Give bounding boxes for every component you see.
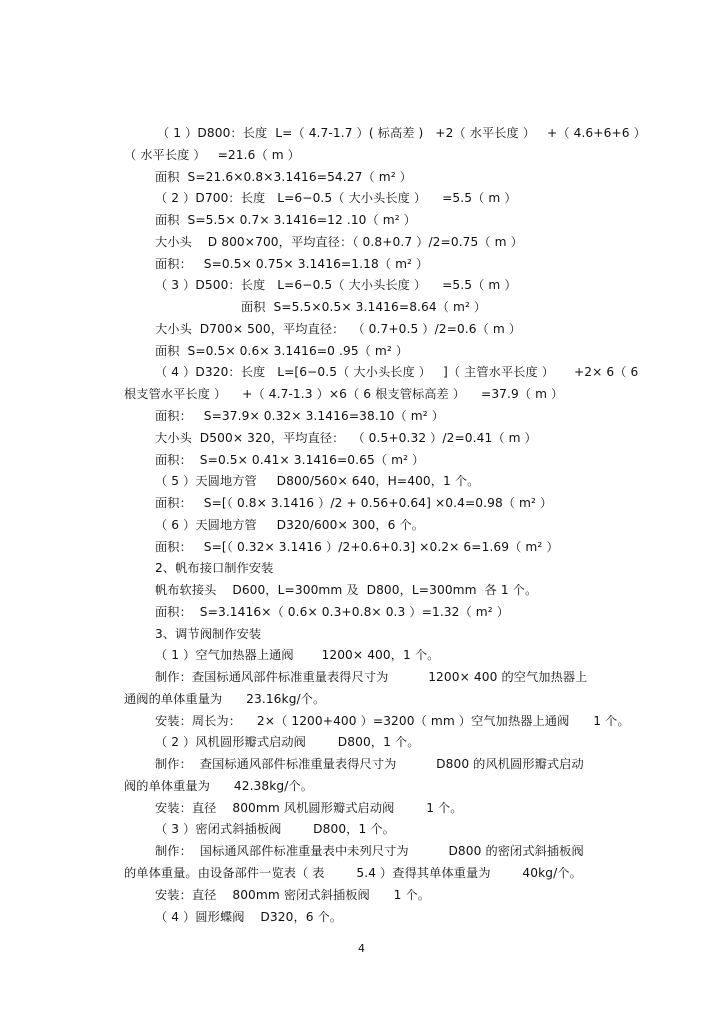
text-line: （ 5 ）天圆地方管 D800/560× 640，H=400，1 个。 (155, 474, 480, 488)
text-line: 大小头 D700× 500，平均直径： （ 0.7+0.5 ）/2=0.6（ m ） (155, 322, 522, 336)
text-line: 的单体重量。由设备部件一览表（ 表 5.4 ）查得其单体重量为 40kg/个。 (124, 866, 582, 880)
text-line: （ 4 ）圆形蝶阀 D320，6 个。 (155, 910, 343, 924)
text-line: （ 2 ）D700：长度 L=6−0.5（ 大小头长度 ） =5.5（ m ） (155, 191, 517, 205)
text-line: 帆布软接头 D600，L=300mm 及 D800，L=300mm 各 1 个。 (155, 583, 538, 597)
text-line: 安装：直径 800mm 密闭式斜插板阀 1 个。 (155, 888, 431, 902)
text-line: 根支管水平长度 ） +（ 4.7-1.3 ）×6（ 6 根支管标高差 ） =37.9（ m ） (124, 387, 564, 401)
text-line: （ 水平长度 ） =21.6（ m ） (124, 148, 300, 162)
text-line: 面积： S=[（ 0.8× 3.1416 ）/2 + 0.56+0.64] ×0.4=0.98（ m² ） (155, 496, 553, 510)
text-line: 通阀的单体重量为 23.16kg/个。 (124, 692, 326, 706)
text-line: 面积 S=5.5×0.5× 3.1416=8.64（ m² ） (241, 300, 487, 314)
text-line: 制作： 国标通风部件标准重量表中未列尺寸为 D800 的密闭式斜插板阀 (155, 844, 584, 858)
text-line: （ 1 ）空气加热器上通阀 1200× 400，1 个。 (155, 648, 440, 662)
text-line: （ 1 ）D800：长度 L=（ 4.7-1.7 ）( 标高差 ) +2（ 水平长度 ） +（ 4.6+6+6 ） (157, 126, 646, 140)
text-line: 面积： S=0.5× 0.41× 3.1416=0.65（ m² ） (155, 453, 425, 467)
text-line: 面积： S=37.9× 0.32× 3.1416=38.10（ m² ） (155, 409, 445, 423)
text-line: 阀的单体重量为 42.38kg/个。 (124, 779, 314, 793)
page-number: 4 (358, 942, 365, 955)
section-heading: 2、帆布接口制作安装 (155, 561, 274, 575)
text-line: 安装：周长为： 2×（ 1200+400 ）=3200（ mm ）空气加热器上通阀 1 个。 (155, 714, 630, 728)
text-line: （ 3 ）密闭式斜插板阀 D800，1 个。 (155, 822, 395, 836)
text-line: 大小头 D500× 320，平均直径： （ 0.5+0.32 ）/2=0.41（ m ） (155, 431, 537, 445)
text-line: （ 6 ）天圆地方管 D320/600× 300，6 个。 (155, 518, 425, 532)
text-line: 安装：直径 800mm 风机圆形瓣式启动阀 1 个。 (155, 801, 463, 815)
text-line: （ 3 ）D500：长度 L=6−0.5（ 大小头长度 ） =5.5（ m ） (155, 278, 517, 292)
text-line: 面积： S=0.5× 0.75× 3.1416=1.18（ m² ） (155, 257, 429, 271)
text-line: 面积： S=3.1416×（ 0.6× 0.3+0.8× 0.3 ）=1.32（ m² ） (155, 605, 509, 619)
text-line: 面积： S=[（ 0.32× 3.1416 ）/2+0.6+0.3] ×0.2× 6=1.69（ m² ） (155, 540, 559, 554)
text-line: 面积 S=21.6×0.8×3.1416=54.27（ m² ） (155, 170, 412, 184)
text-line: 制作：查国标通风部件标准重量表得尺寸为 1200× 400 的空气加热器上 (155, 670, 588, 684)
section-heading: 3、调节阀制作安装 (155, 627, 262, 641)
text-line: （ 2 ）风机圆形瓣式启动阀 D800，1 个。 (155, 735, 420, 749)
text-line: 面积 S=5.5× 0.7× 3.1416=12 .10（ m² ） (155, 213, 417, 227)
text-line: 制作： 查国标通风部件标准重量表得尺寸为 D800 的风机圆形瓣式启动 (155, 757, 584, 771)
text-line: 大小头 D 800×700，平均直径：（ 0.8+0.7 ）/2=0.75（ m ） (155, 235, 523, 249)
text-line: 面积 S=0.5× 0.6× 3.1416=0 .95（ m² ） (155, 344, 409, 358)
text-line: （ 4 ）D320：长度 L=[6−0.5（ 大小头长度 ） ]（ 主管水平长度 ） +2× 6（ 6 (155, 365, 639, 379)
